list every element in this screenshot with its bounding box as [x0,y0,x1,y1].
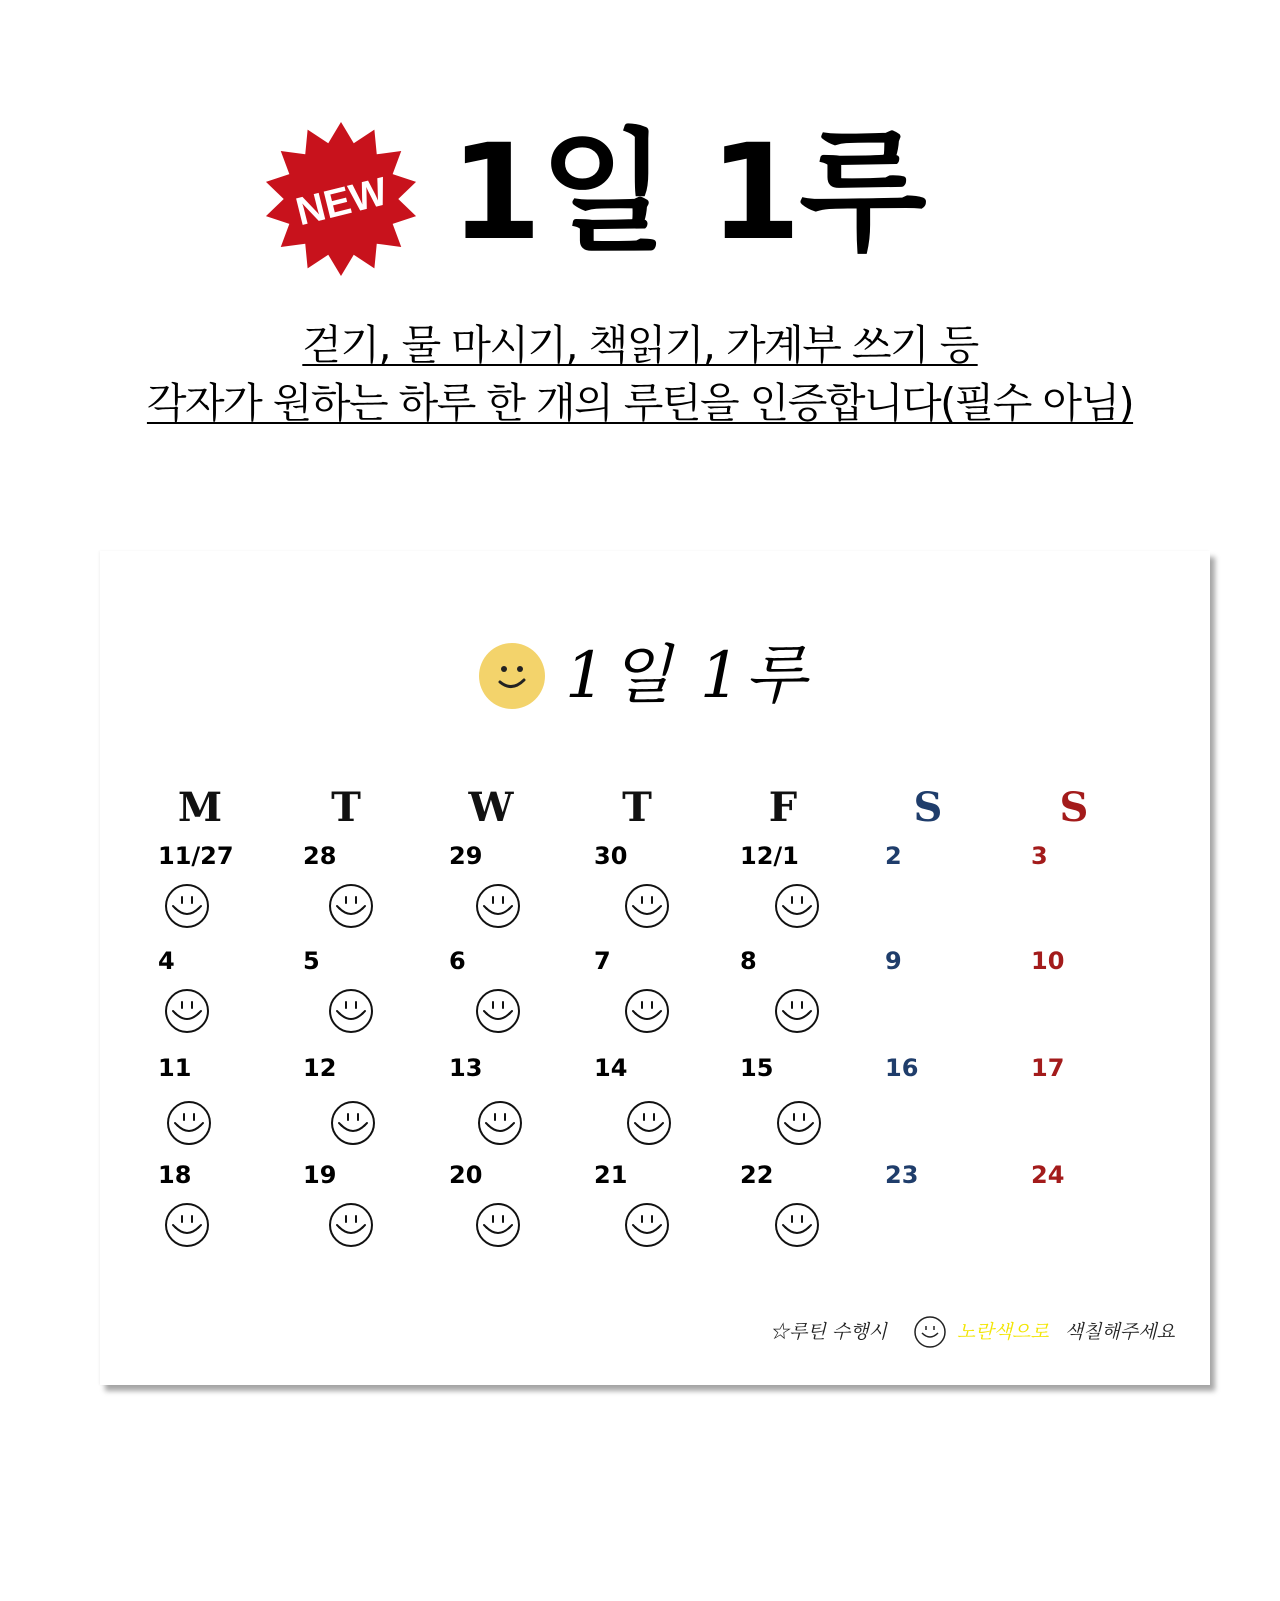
smiley-checkbox-icon[interactable] [776,1100,822,1146]
weekday-header-6: S [1059,784,1089,831]
smiley-checkbox-icon[interactable] [624,883,670,929]
day-label: 21 [594,1161,628,1189]
smiley-checkbox-icon[interactable] [624,988,670,1034]
day-label: 11 [158,1054,192,1082]
day-label: 22 [740,1161,774,1189]
legend-suffix: 색칠해주세요 [1064,1321,1175,1343]
weekday-header-2: W [468,784,514,831]
day-label: 30 [594,842,628,870]
smiley-checkbox-icon[interactable] [328,883,374,929]
day-label: 3 [1031,842,1048,870]
day-label: 11/27 [158,842,234,870]
smiley-icon [478,642,546,710]
page-title: 1일 1루 [450,116,925,270]
smiley-checkbox-icon[interactable] [475,883,521,929]
smiley-checkbox-icon[interactable] [624,1202,670,1248]
calendar-card [100,551,1210,1385]
day-label: 15 [740,1054,774,1082]
day-label: 5 [303,947,320,975]
header [0,0,1280,300]
subtitle-line-2: 각자가 원하는 하루 한 개의 루틴을 인증합니다(필수 아님) [146,379,1134,427]
day-label: 18 [158,1161,192,1189]
weekday-header-3: T [622,784,652,831]
legend-highlight: 노란색으로 [956,1321,1049,1343]
smiley-checkbox-icon[interactable] [164,1202,210,1248]
weekday-header-1: T [331,784,361,831]
smiley-checkbox-icon[interactable] [477,1100,523,1146]
new-badge-icon [262,120,420,278]
day-label: 19 [303,1161,337,1189]
smiley-checkbox-icon[interactable] [626,1100,672,1146]
day-label: 8 [740,947,757,975]
day-label: 2 [885,842,902,870]
day-label: 13 [449,1054,483,1082]
day-label: 4 [158,947,175,975]
smiley-checkbox-icon[interactable] [475,988,521,1034]
day-label: 9 [885,947,902,975]
legend-prefix: ☆루틴 수행시 [770,1321,887,1343]
smiley-checkbox-icon[interactable] [166,1100,212,1146]
smiley-checkbox-icon[interactable] [328,988,374,1034]
weekday-header-5: S [913,784,943,831]
badge-text: NEW [291,169,392,235]
calendar-header [100,551,1210,711]
day-label: 28 [303,842,337,870]
day-label: 24 [1031,1161,1065,1189]
smiley-checkbox-icon[interactable] [475,1202,521,1248]
smiley-checkbox-icon[interactable] [774,1202,820,1248]
smiley-checkbox-icon[interactable] [330,1100,376,1146]
day-label: 12/1 [740,842,799,870]
day-label: 6 [449,947,466,975]
weekday-header-0: M [177,784,223,831]
smiley-checkbox-icon[interactable] [164,883,210,929]
day-label: 23 [885,1161,919,1189]
legend [770,1311,1200,1351]
weekday-header-4: F [768,784,798,831]
day-label: 20 [449,1161,483,1189]
subtitle [0,316,1280,432]
day-label: 16 [885,1054,919,1082]
day-label: 12 [303,1054,337,1082]
day-label: 14 [594,1054,628,1082]
smiley-checkbox-icon[interactable] [774,988,820,1034]
calendar-title: 1일 1루 [565,639,811,713]
smiley-checkbox-icon[interactable] [164,988,210,1034]
day-label: 7 [594,947,611,975]
smiley-checkbox-icon[interactable] [774,883,820,929]
day-label: 17 [1031,1054,1065,1082]
day-label: 10 [1031,947,1065,975]
day-label: 29 [449,842,483,870]
subtitle-line-1: 걷기, 물 마시기, 책읽기, 가계부 쓰기 등 [302,321,978,369]
smiley-checkbox-icon[interactable] [328,1202,374,1248]
legend-smiley-icon [913,1315,947,1349]
